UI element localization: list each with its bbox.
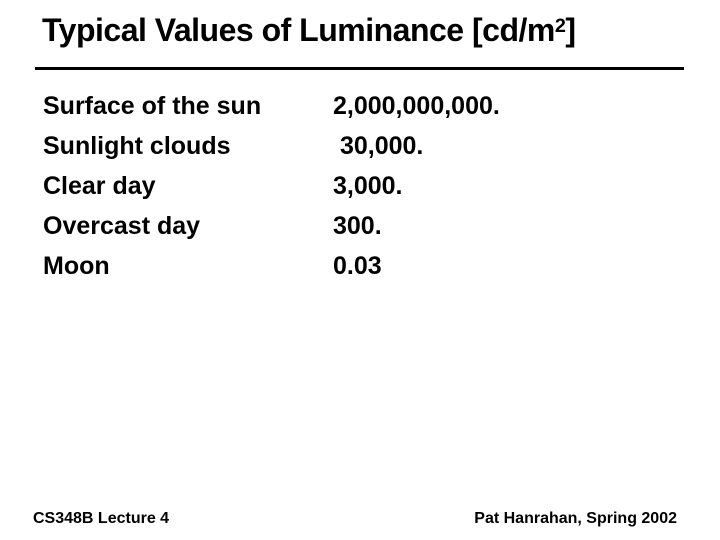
title-suffix: ] [565, 12, 576, 48]
table-row [43, 126, 500, 166]
table-row [43, 86, 500, 126]
row-label: Clear day [43, 172, 156, 200]
footer-author-label: Pat Hanrahan, Spring 2002 [474, 510, 677, 527]
title-superscript: 2 [554, 15, 566, 38]
row-label: Sunlight clouds [43, 132, 231, 160]
row-label: Surface of the sun [43, 92, 262, 120]
table-row [43, 246, 500, 286]
title-underline-rule [35, 67, 684, 70]
row-value: 300. [333, 212, 382, 240]
row-value: 3,000. [333, 172, 403, 200]
row-label: Overcast day [43, 212, 201, 240]
title-text: Typical Values of Luminance [cd/m [42, 12, 555, 48]
row-value: 0.03 [333, 252, 382, 280]
page-title [42, 12, 576, 49]
row-value: 2,000,000,000. [333, 92, 500, 120]
footer-course-label: CS348B Lecture 4 [33, 510, 170, 527]
row-label: Moon [43, 252, 110, 280]
row-value: 30,000. [333, 132, 424, 160]
luminance-table [43, 86, 500, 286]
table-row [43, 206, 500, 246]
table-row [43, 166, 500, 206]
